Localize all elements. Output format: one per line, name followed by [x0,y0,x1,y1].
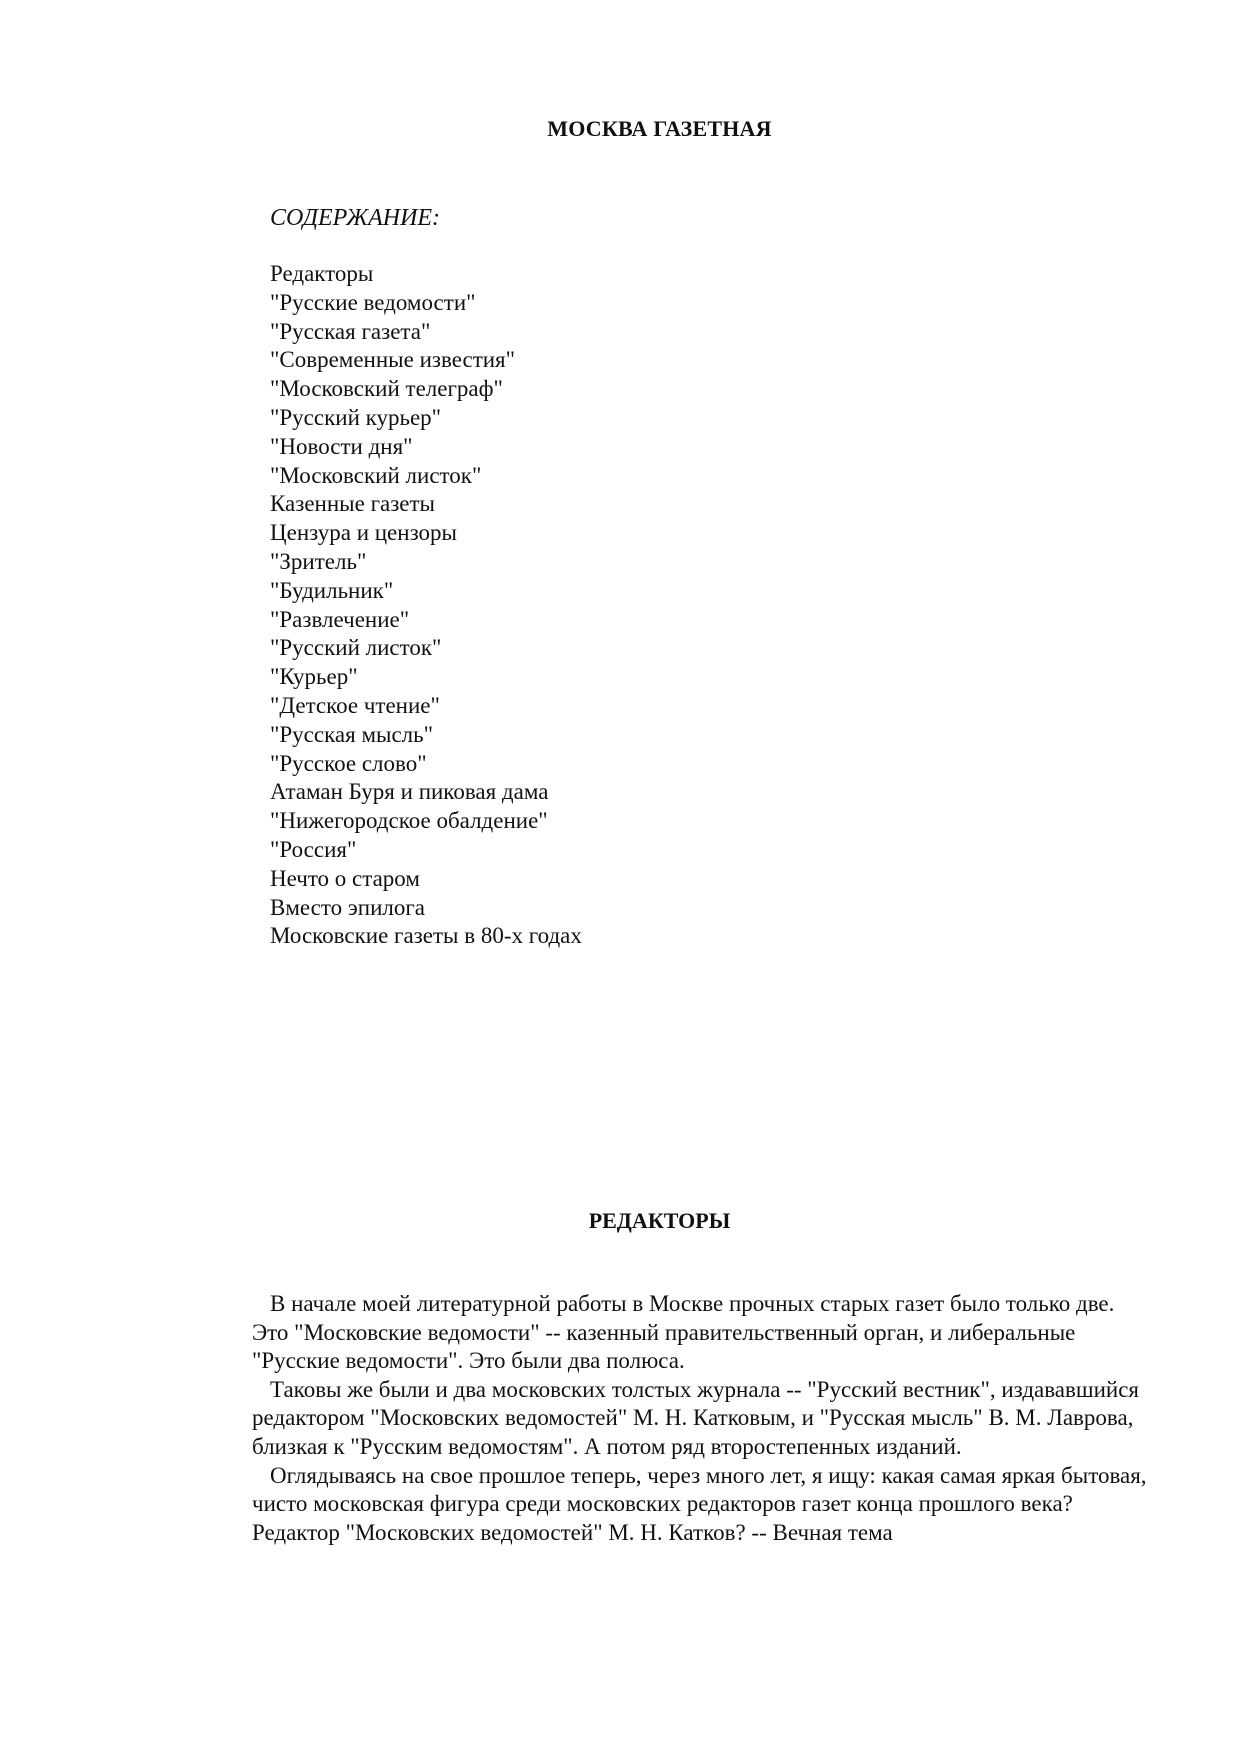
toc-item: Цензура и цензоры [270,520,457,546]
table-of-contents [270,260,582,951]
toc-item: "Развлечение" [270,606,410,632]
body-text [252,1290,1152,1547]
toc-item: "Современные известия" [270,347,516,373]
toc-item: "Русская газета" [270,318,431,344]
toc-item: Нечто о старом [270,865,420,891]
toc-item: "Русские ведомости" [270,289,476,315]
toc-item: "Русский листок" [270,635,442,661]
toc-item: "Русская мысль" [270,721,434,747]
toc-item: Московские газеты в 80-х годах [270,923,582,949]
toc-item: "Зритель" [270,548,367,574]
toc-item: Редакторы [270,261,374,286]
toc-item: "Русское слово" [270,750,427,776]
section-title: РЕДАКТОРЫ [588,1208,731,1233]
toc-item: Казенные газеты [270,491,436,517]
paragraph: Оглядываясь на свое прошлое теперь, через много лет, я ищу: какая самая яркая бытовая, чисто московская фигура среди московских редакторов газет конца прошлого века? Редактор "Московских ведомостей" М. Н. Катков? -- Вечная тема [252,1462,1147,1545]
toc-item: "Будильник" [270,577,394,603]
toc-item: "Курьер" [270,664,358,690]
toc-item: "Русский курьер" [270,404,442,430]
toc-item: Вместо эпилога [270,894,425,920]
toc-item: "Детское чтение" [270,692,440,718]
toc-item: Атаман Буря и пиковая дама [270,779,549,805]
toc-item: "Московский телеграф" [270,376,503,402]
paragraph: В начале моей литературной работы в Москве прочных старых газет было только две. Это "Московские ведомости" -- казенный правительственный орган, и либеральные "Русские ведомости". Это были два полюса. [252,1291,1115,1374]
page-title: МОСКВА ГАЗЕТНАЯ [547,116,772,141]
toc-heading: СОДЕРЖАНИЕ: [270,205,441,231]
toc-item: "Новости дня" [270,433,413,459]
toc-item: "Россия" [270,836,357,862]
toc-item: "Московский листок" [270,462,482,488]
toc-item: "Нижегородское обалдение" [270,808,548,834]
paragraph: Таковы же были и два московских толстых журнала -- "Русский вестник", издававшийся редактором "Московских ведомостей" М. Н. Катковым, и "Русская мысль" В. М. Лаврова, близкая к "Русским ведомостям". А потом ряд второстепенных изданий. [252,1376,1139,1459]
